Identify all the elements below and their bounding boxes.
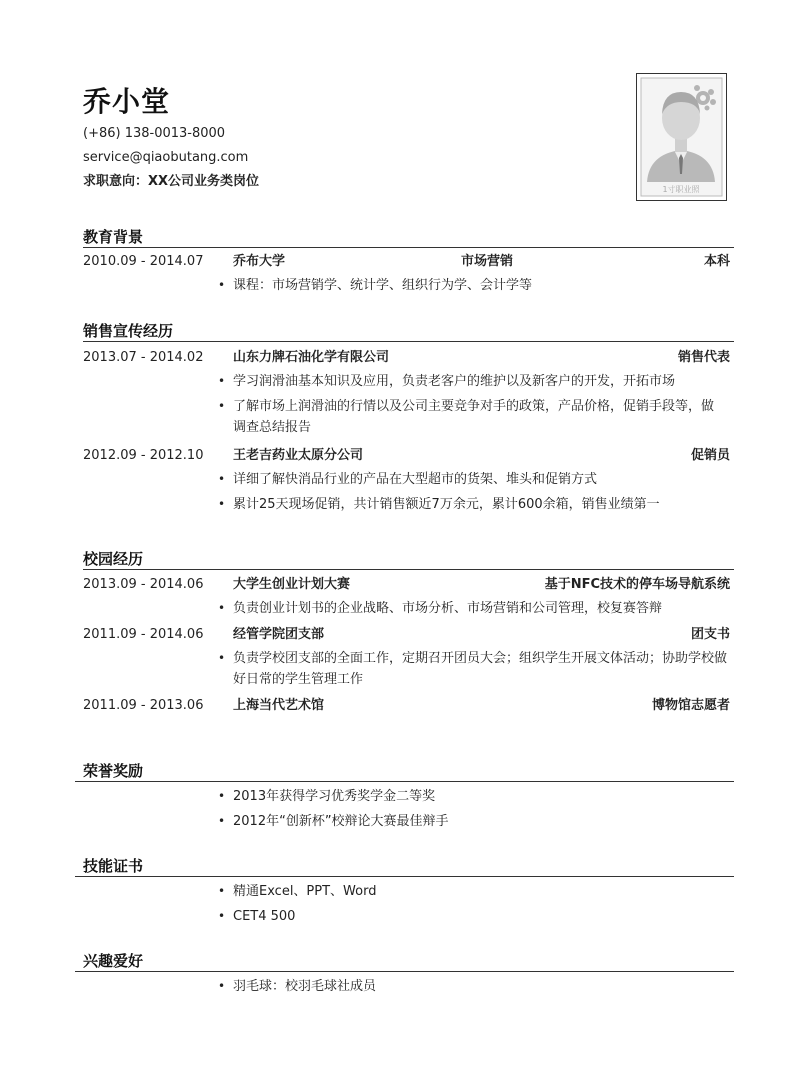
entry-role: 团支书: [690, 627, 730, 642]
entry-date: 2011.09 - 2013.06: [83, 698, 204, 713]
entry-date: 2010.09 - 2014.07: [83, 254, 204, 269]
skills-section: [83, 855, 734, 931]
entry-role: 博物馆志愿者: [651, 698, 730, 713]
entry-date: 2011.09 - 2014.06: [83, 627, 204, 642]
section-title: 兴趣爱好: [75, 950, 734, 972]
list-item: • 课程：市场营销学、统计学、组织行为学、会计学等: [233, 275, 734, 296]
honors-section: [83, 760, 734, 836]
entry-degree: 本科: [703, 254, 730, 269]
campus-experience-section: [83, 548, 734, 716]
section-title: 校园经历: [83, 548, 734, 570]
entry-major: 市场营销: [461, 254, 514, 269]
entry-organization: 上海当代艺术馆: [233, 698, 325, 713]
section-title: 技能证书: [75, 855, 734, 877]
entry-company: 山东力牌石油化学有限公司: [233, 350, 390, 365]
experience-entry: [83, 348, 734, 438]
phone-number: (+86) 138-0013-8000: [83, 126, 226, 141]
experience-entry: [83, 625, 734, 690]
section-title: 销售宣传经历: [83, 320, 734, 342]
entry-company: 王老吉药业太原分公司: [233, 448, 364, 463]
profile-photo: [636, 73, 727, 201]
list-item: • 了解市场上润滑油的行情以及公司主要竞争对手的政策，产品价格，促销手段等，做调查总结报告: [233, 396, 723, 438]
list-item: • 羽毛球：校羽毛球社成员: [233, 976, 734, 997]
entry-organization: 大学生创业计划大赛: [233, 577, 351, 592]
list-item: • 2012年“创新杯”校辩论大赛最佳辩手: [233, 811, 734, 832]
list-item: • 2013年获得学习优秀奖学金二等奖: [233, 786, 734, 807]
entry-date: 2012.09 - 2012.10: [83, 448, 204, 463]
entry-role: 促销员: [690, 448, 730, 463]
education-section: [83, 226, 734, 300]
list-item: • 学习润滑油基本知识及应用，负责老客户的维护以及新客户的开发，开拓市场: [233, 371, 734, 392]
experience-entry: [83, 696, 734, 716]
hobbies-section: [83, 950, 734, 1001]
entry-date: 2013.09 - 2014.06: [83, 577, 204, 592]
photo-caption: 1寸职业照: [662, 185, 700, 194]
experience-entry: [83, 575, 734, 619]
entry-role: 基于NFC技术的停车场导航系统: [544, 577, 730, 592]
list-item: • 累计25天现场促销，共计销售额近7万余元，累计600余箱，销售业绩第一: [233, 494, 734, 515]
entry-role: 销售代表: [677, 350, 730, 365]
section-title: 教育背景: [83, 226, 734, 248]
entry-school: 乔布大学: [233, 254, 286, 269]
email-address: service@qiaobutang.com: [83, 150, 249, 165]
job-objective: 求职意向：XX公司业务类岗位: [83, 174, 260, 189]
entry-date: 2013.07 - 2014.02: [83, 350, 204, 365]
education-entry: [83, 252, 734, 296]
entry-organization: 经管学院团支部: [233, 627, 325, 642]
list-item: • 负责创业计划书的企业战略、市场分析、市场营销和公司管理，校复赛答辩: [233, 598, 734, 619]
experience-entry: [83, 446, 734, 515]
list-item: • 详细了解快消品行业的产品在大型超市的货架、堆头和促销方式: [233, 469, 734, 490]
person-silhouette-icon: [637, 74, 726, 200]
list-item: • 精通Excel、PPT、Word: [233, 881, 734, 902]
sales-experience-section: [83, 320, 734, 519]
resume-header: [83, 84, 603, 194]
list-item: • CET4 500: [233, 906, 734, 927]
section-title: 荣誉奖励: [75, 760, 734, 782]
candidate-name: 乔小堂: [83, 85, 171, 118]
list-item: • 负责学校团支部的全面工作，定期召开团员大会；组织学生开展文体活动；协助学校做好日常的学生管理工作: [233, 648, 728, 690]
